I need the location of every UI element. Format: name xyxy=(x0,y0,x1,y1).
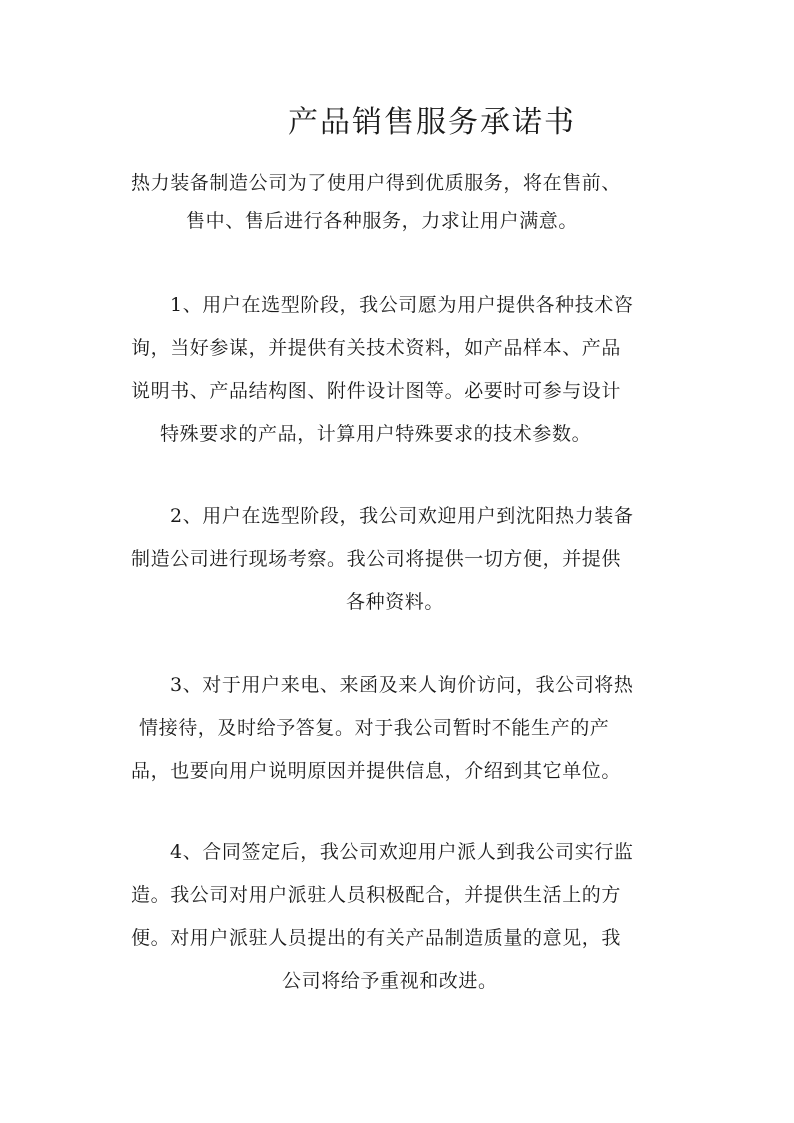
paragraph-3-line: 3、对于用户来电、来函及来人询价访问，我公司将热 xyxy=(170,674,634,696)
paragraph-2-line: 2、用户在选型阶段，我公司欢迎用户到沈阳热力装备 xyxy=(170,505,634,527)
paragraph-4-line: 便。对用户派驻人员提出的有关产品制造质量的意见，我 xyxy=(131,927,622,949)
paragraph-3-line: 品，也要向用户说明原因并提供信息，介绍到其它单位。 xyxy=(131,760,622,782)
paragraph-1-line: 询，当好参谋，并提供有关技术资料，如产品样本、产品 xyxy=(131,337,622,359)
paragraph-3-line: 情接待，及时给予答复。对于我公司暂时不能生产的产 xyxy=(139,717,610,739)
paragraph-2-line: 各种资料。 xyxy=(346,591,445,613)
paragraph-1-line: 特殊要求的产品，计算用户特殊要求的技术参数。 xyxy=(160,423,592,445)
paragraph-4-line: 4、合同签定后，我公司欢迎用户派人到我公司实行监 xyxy=(170,841,634,863)
paragraph-1-line: 1、用户在选型阶段，我公司愿为用户提供各种技术咨 xyxy=(170,294,634,316)
paragraph-4-line: 造。我公司对用户派驻人员积极配合，并提供生活上的方 xyxy=(131,884,622,906)
paragraph-2-line: 制造公司进行现场考察。我公司将提供一切方便，并提供 xyxy=(131,548,622,570)
intro-line: 热力装备制造公司为了使用户得到优质服务，将在售前、 xyxy=(131,172,622,194)
document-title: 产品销售服务承诺书 xyxy=(288,105,576,140)
paragraph-1-line: 说明书、产品结构图、附件设计图等。必要时可参与设计 xyxy=(131,380,622,402)
intro-line: 售中、售后进行各种服务，力求让用户满意。 xyxy=(186,210,579,232)
paragraph-4-line: 公司将给予重视和改进。 xyxy=(282,970,498,992)
